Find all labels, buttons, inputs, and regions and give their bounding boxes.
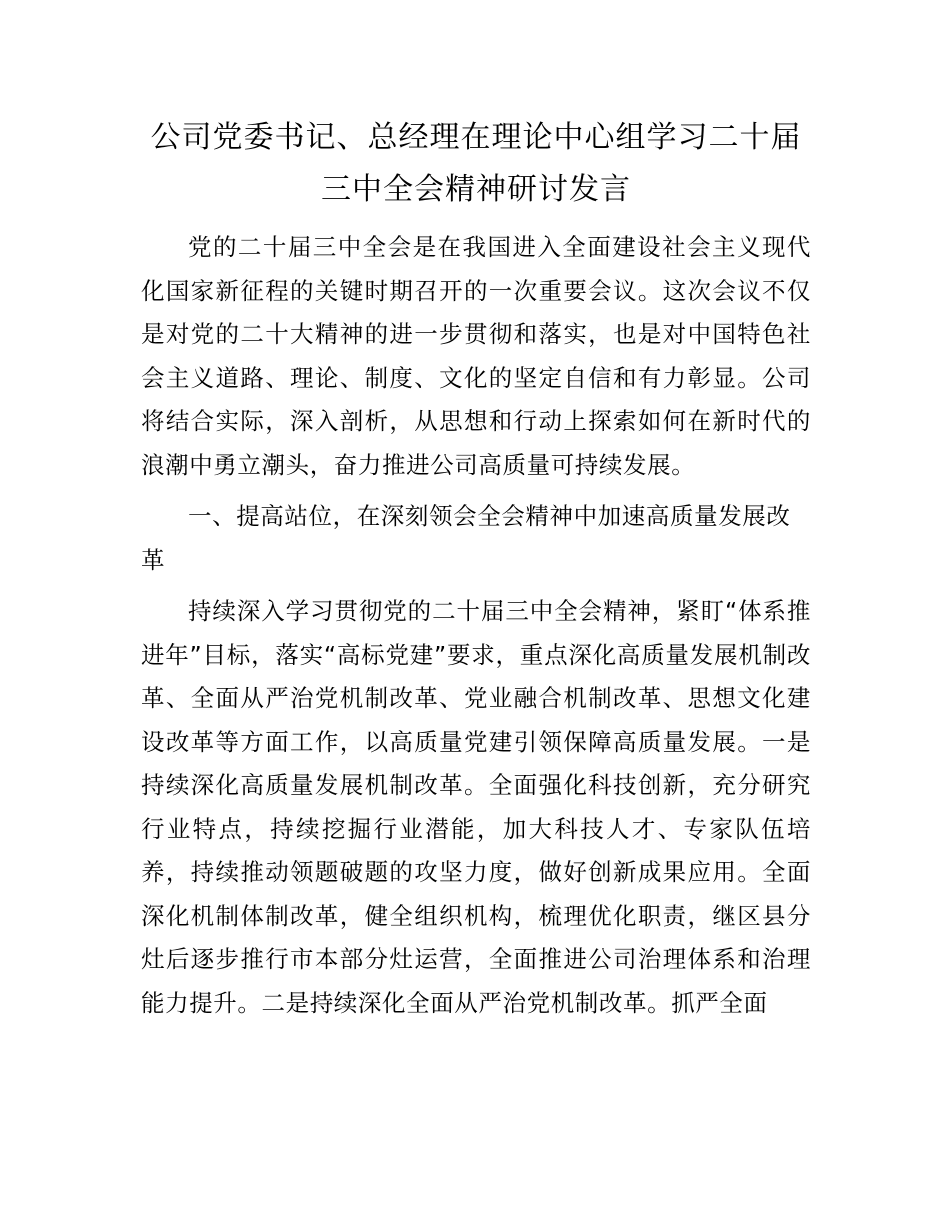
section-heading: 一、提高站位，在深刻领会全会精神中加速高质量发展改革 <box>141 502 791 574</box>
intro-paragraph: 党的二十届三中全会是在我国进入全面建设社会主义现代化国家新征程的关键时期召开的一次重要会议。这次会议不仅是对党的二十大精神的进一步贯彻和落实，也是对中国特色社会主义道路、理论、制度、文化的坚定自信和有力彰显。公司将结合实际，深入剖析，从思想和行动上探索如何在新时代的浪潮中勇立潮头，奋力推进公司高质量可持续发展。 <box>141 233 811 479</box>
section-body-paragraph: 持续深入学习贯彻党的二十届三中全会精神，紧盯“体系推进年”目标，落实“高标党建”要求，重点深化高质量发展机制改革、全面从严治党机制改革、党业融合机制改革、思想文化建设改革等方面工作，以高质量党建引领保障高质量发展。一是持续深化高质量发展机制改革。全面强化科技创新，充分研究行业特点，持续挖掘行业潜能，加大科技人才、专家队伍培养，持续推动领题破题的攻坚力度，做好创新成果应用。全面深化机制体制改革，健全组织机构，梳理优化职责，继区县分灶后逐步推行市本部分灶运营，全面推进公司治理体系和治理能力提升。二是持续深化全面从严治党机制改革。抓严全面 <box>141 597 811 1017</box>
document-title: 公司党委书记、总经理在理论中心组学习二十届三中全会精神研讨发言 <box>150 120 802 207</box>
document-body <box>141 112 811 1025</box>
